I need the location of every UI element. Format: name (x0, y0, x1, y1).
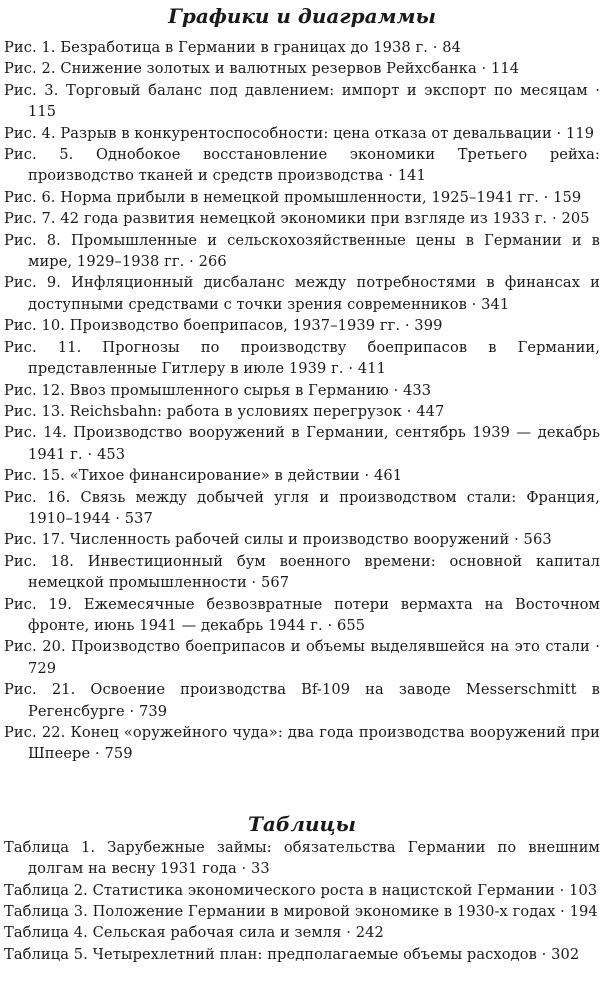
table-entry: Таблица 4. Сельская рабочая сила и земля · 242 (4, 924, 384, 942)
figure-entry: Рис. 14. Производство вооружений в Германии, сентябрь 1939 — декабрь 1941 г. · 453 (4, 424, 600, 463)
figure-entry: Рис. 3. Торговый баланс под давлением: импорт и экспорт по месяцам · 115 (4, 81, 600, 121)
figures-list (4, 37, 600, 765)
figure-entry: Рис. 5. Однобокое восстановление экономики Третьего рейха: производство тканей и средств производства · 141 (4, 146, 600, 185)
figure-entry: Рис. 9. Инфляционный дисбаланс между потребностями в финансах и доступными средствами с точки зрения современников · 341 (4, 274, 600, 313)
section-spacer (4, 765, 600, 811)
table-entry: Таблица 2. Статистика экономического роста в нацистской Германии · 103 (4, 881, 598, 899)
figure-entry: Рис. 18. Инвестиционный бум военного времени: основной капитал немецкой промышленности · 567 (4, 552, 600, 592)
figure-entry: Рис. 15. «Тихое финансирование» в действии · 461 (4, 467, 403, 485)
figure-entry: Рис. 4. Разрыв в конкурентоспособности: цена отказа от девальвации · 119 (4, 124, 595, 142)
figure-entry: Рис. 10. Производство боеприпасов, 1937–1939 гг. · 399 (4, 317, 443, 335)
table-entry: Таблица 5. Четырехлетний план: предполагаемые объемы расходов · 302 (4, 945, 580, 963)
tables-list (4, 837, 600, 965)
figure-entry: Рис. 17. Численность рабочей силы и производство вооружений · 563 (4, 531, 552, 549)
figure-entry: Рис. 21. Освоение производства Bf-109 на заводе Messerschmitt в Регенсбурге · 739 (4, 681, 600, 720)
table-entry: Таблица 1. Зарубежные займы: обязательства Германии по внешним долгам на весну 1931 года · 33 (4, 838, 600, 878)
figure-entry: Рис. 6. Норма прибыли в немецкой промышленности, 1925–1941 гг. · 159 (4, 188, 582, 206)
tables-section-title: Таблицы (248, 811, 356, 836)
figure-entry: Рис. 20. Производство боеприпасов и объемы выделявшейся на это стали · 729 (4, 638, 600, 677)
figure-entry: Рис. 1. Безработица в Германии в границах до 1938 г. · 84 (4, 39, 462, 56)
figure-entry: Рис. 12. Ввоз промышленного сырья в Германию · 433 (4, 381, 432, 399)
figures-section-title: Графики и диаграммы (168, 4, 436, 28)
figure-entry: Рис. 8. Промышленные и сельскохозяйственные цены в Германии и в мире, 1929–1938 гг. · 266 (4, 231, 600, 271)
figure-entry: Рис. 7. 42 года развития немецкой экономики при взгляде из 1933 г. · 205 (4, 210, 590, 228)
figure-entry: Рис. 2. Снижение золотых и валютных резервов Рейхсбанка · 114 (4, 60, 520, 78)
figure-entry: Рис. 22. Конец «оружейного чуда»: два года производства вооружений при Шпеере · 759 (4, 724, 600, 763)
figure-entry: Рис. 19. Ежемесячные безвозвратные потери вермахта на Восточном фронте, июнь 1941 — декабрь 1944 г. · 655 (4, 595, 600, 634)
figure-entry: Рис. 16. Связь между добычей угля и производством стали: Франция, 1910–1944 · 537 (4, 488, 600, 527)
figure-entry: Рис. 13. Reichsbahn: работа в условиях перегрузок · 447 (4, 402, 445, 420)
table-entry: Таблица 3. Положение Германии в мировой экономике в 1930-х годах · 194 (4, 903, 598, 921)
figure-entry: Рис. 11. Прогнозы по производству боеприпасов в Германии, представленные Гитлеру в июле 1939 г. · 411 (4, 338, 600, 378)
